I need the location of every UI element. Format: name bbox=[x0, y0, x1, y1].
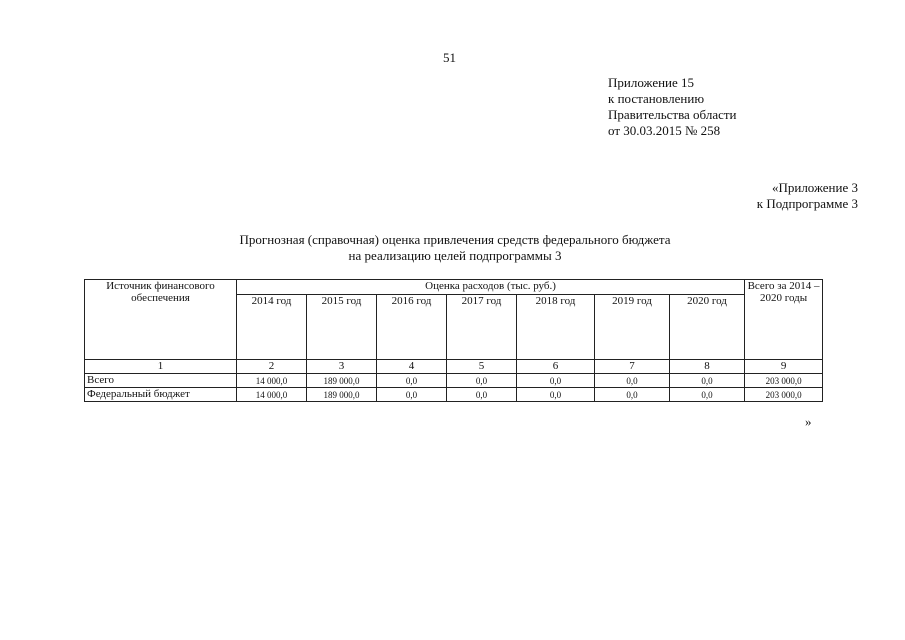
column-number: 7 bbox=[595, 360, 670, 374]
table-cell: 14 000,0 bbox=[237, 388, 307, 402]
table-cell: 0,0 bbox=[447, 374, 517, 388]
year-header: 2019 год bbox=[595, 295, 670, 360]
table-cell: 0,0 bbox=[595, 374, 670, 388]
column-number: 6 bbox=[517, 360, 595, 374]
appendix-line: Приложение 15 bbox=[608, 75, 695, 90]
table-row bbox=[85, 374, 823, 388]
title-line: Прогнозная (справочная) оценка привлечения средств федерального бюджета bbox=[239, 232, 671, 247]
year-header: 2020 год bbox=[670, 295, 745, 360]
closing-quote: » bbox=[805, 414, 812, 429]
year-header: 2014 год bbox=[237, 295, 307, 360]
column-number: 9 bbox=[745, 360, 823, 374]
appendix-line: Правительства области bbox=[608, 107, 737, 122]
table-cell: 0,0 bbox=[517, 374, 595, 388]
table-cell: 0,0 bbox=[517, 388, 595, 402]
sub-appendix-block bbox=[757, 180, 858, 212]
title-line: на реализацию целей подпрограммы 3 bbox=[348, 248, 562, 263]
row-label: Федеральный бюджет bbox=[85, 388, 237, 402]
appendix-line: от 30.03.2015 № 258 bbox=[608, 123, 721, 138]
total-header: Всего за 2014 – 2020 годы bbox=[745, 280, 823, 360]
column-number: 8 bbox=[670, 360, 745, 374]
page-number: 51 bbox=[443, 50, 456, 65]
table-row bbox=[85, 388, 823, 402]
table-cell: 0,0 bbox=[447, 388, 517, 402]
row-label: Всего bbox=[85, 374, 237, 388]
table-cell: 0,0 bbox=[670, 374, 745, 388]
appendix-block bbox=[608, 75, 737, 139]
table-cell: 189 000,0 bbox=[307, 388, 377, 402]
table-cell: 0,0 bbox=[670, 388, 745, 402]
table-cell: 0,0 bbox=[377, 374, 447, 388]
appendix-line: к постановлению bbox=[608, 91, 705, 106]
document-title bbox=[150, 232, 760, 264]
table-cell: 189 000,0 bbox=[307, 374, 377, 388]
sub-appendix-line: к Подпрограмме 3 bbox=[756, 196, 858, 211]
source-header: Источник финансового обеспечения bbox=[85, 280, 237, 360]
column-number: 3 bbox=[307, 360, 377, 374]
year-header: 2016 год bbox=[377, 295, 447, 360]
column-number: 2 bbox=[237, 360, 307, 374]
expenses-header: Оценка расходов (тыс. руб.) bbox=[237, 280, 745, 295]
sub-appendix-line: «Приложение 3 bbox=[771, 180, 858, 195]
table-cell-total: 203 000,0 bbox=[745, 388, 823, 402]
column-number: 1 bbox=[85, 360, 237, 374]
table-cell: 14 000,0 bbox=[237, 374, 307, 388]
year-header: 2015 год bbox=[307, 295, 377, 360]
budget-table bbox=[84, 279, 823, 402]
year-header: 2018 год bbox=[517, 295, 595, 360]
table-cell: 0,0 bbox=[595, 388, 670, 402]
column-number: 4 bbox=[377, 360, 447, 374]
table-cell-total: 203 000,0 bbox=[745, 374, 823, 388]
column-number: 5 bbox=[447, 360, 517, 374]
year-header: 2017 год bbox=[447, 295, 517, 360]
table-cell: 0,0 bbox=[377, 388, 447, 402]
